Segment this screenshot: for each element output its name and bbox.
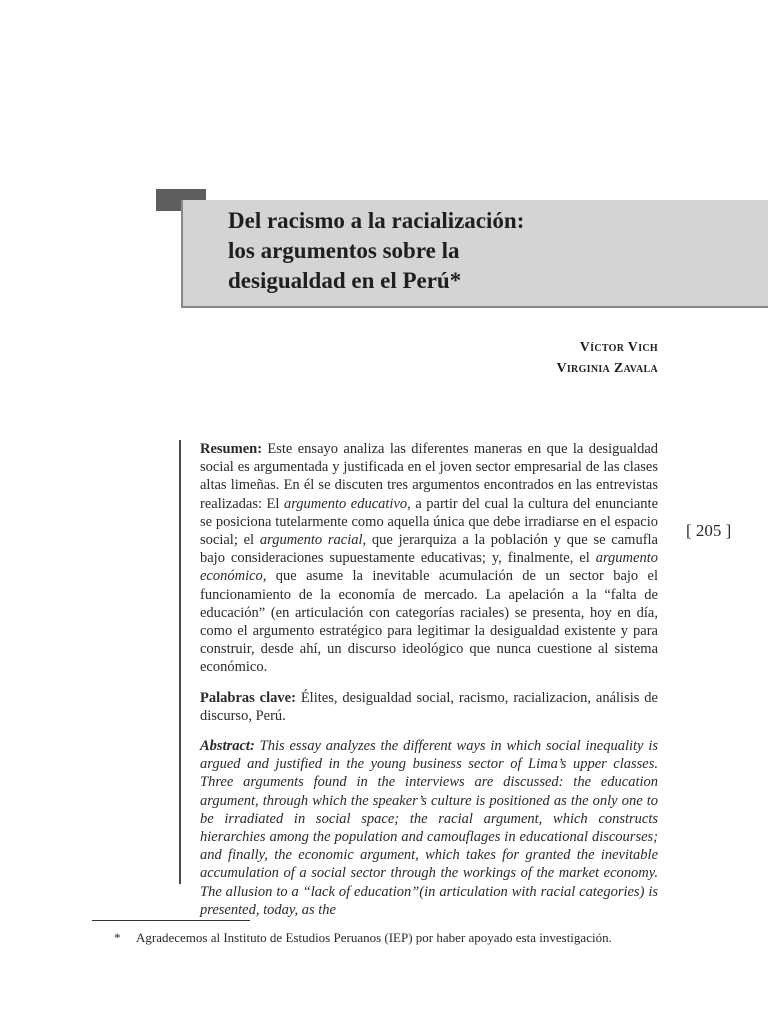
title-line-3: desigualdad en el Perú* (228, 268, 462, 293)
resumen-term: argumento racial (259, 532, 363, 549)
resumen-term: argumento educativo (283, 495, 408, 512)
resumen-term: argumento económico (200, 550, 658, 585)
article-title (228, 206, 748, 296)
resumen-text: , que asume la inevitable acumulación de un sector bajo el funcionamiento de la economía de mercado. La apelación a la “falta de educación” (en articulación con categorías raciales) se presenta, hoy en día, como el argumento estratégico para legitimar la desigualdad existente y para construir, desde ahí, un discurso ideológico que nunca cuestione al sistema económico. (200, 568, 658, 676)
resumen-label: Resumen: (200, 441, 263, 457)
vertical-rule (179, 440, 181, 884)
footnote-rule (92, 920, 250, 921)
title-line-2: los argumentos sobre la (228, 238, 460, 263)
abstract-column (200, 440, 658, 931)
resumen-text: , que jerarquiza a la población y que se camufla bajo consideraciones supuestamente educativas; y, finalmente, el (200, 532, 658, 567)
footnote (114, 929, 694, 946)
resumen-paragraph (200, 440, 658, 677)
keywords-text: Élites, desigualdad social, racismo, racializacion, análisis de discurso, Perú. (200, 689, 658, 724)
author-name: Virginia Zavala (556, 361, 658, 376)
author-name: Víctor Vich (579, 340, 658, 355)
footnote-mark: * (114, 930, 121, 945)
author-list (556, 337, 658, 379)
keywords-label: Palabras clave: (200, 689, 296, 706)
abstract-en-paragraph (200, 737, 658, 919)
footnote-text: Agradecemos al Instituto de Estudios Peruanos (IEP) por haber apoyado esta investigación. (136, 930, 612, 945)
abstract-en-text: This essay analyzes the different ways in which social inequality is argued and justified in the young business sector of Lima’s upper classes. Three arguments found in the interviews are discussed: the education argument, through which the speaker’s culture is positioned as the only one to be irradiated in social space; the racial argument, which constructs hierarchies among the population and camouflages in educational discourses; and finally, the economic argument, which takes for granted the inevitable accumulation of a social sector through the workings of the market economy. The allusion to a “lack of education”(in articulation with racial categories) is presented, today, as the (200, 738, 658, 918)
resumen-text: , a partir del cual la cultura del enunciante se posiciona tutelarmente como aquella única que debe irradiarse en el espacio social; el (200, 495, 659, 549)
keywords-paragraph (200, 689, 658, 725)
title-line-1: Del racismo a la racialización: (228, 208, 525, 233)
resumen-text: Este ensayo analiza las diferentes maneras en que la desigualdad social es argumentada y justificada en el joven sector empresarial de las clases altas limeñas. En él se discuten tres argumentos encontrados en las entrevistas realizadas: El (200, 441, 658, 512)
page-number: [ 205 ] (686, 521, 732, 540)
abstract-en-label: Abstract: (200, 738, 255, 755)
